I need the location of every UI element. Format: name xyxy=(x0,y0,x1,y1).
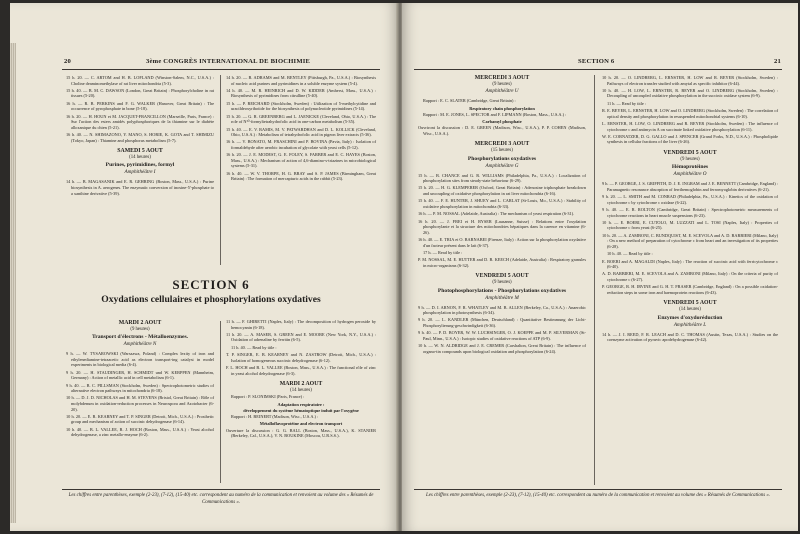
abstract-entry: R. E. BEYER, L. ERNSTER, H. LOW and O. LINDBERG (Stockholm, Sweden) : The correlation of optical density and phosphorylation in resuspended mitochondrial systems (6-10). xyxy=(602,108,778,119)
abstract-entry: 15 h. — P. REICHARD (Stockholm, Sweden) : Utilization of 5-methylcytidine and uracildeoxyribotide for the biosynthesis of polynucleotide pyrimidines (5-14). xyxy=(226,100,376,112)
session-time: (9 heures) xyxy=(492,280,512,286)
abstract-entry: 15 h. 20. — G. R. GREENBERG and L. JAENICKE (Cleveland, Ohio, U.S.A.) : The role of N¹⁰-formyltetrahydrofolic acid in one-carbon metabolism (5-35). xyxy=(226,113,376,125)
left-bottom-col2 xyxy=(226,319,376,441)
abstract-entry: 15 h. 20. — C. ARTOM and H. B. LOFLAND (Winston-Salem, N.C., U.S.A.) : Choline deaminomethylase of rat liver mitochondria (5-3). xyxy=(66,75,214,86)
abstract-entry: 9 h. — W. TYSAROWSKI (Warszawa, Poland) : Complex lexity of iron and ethylenediamine-tetraacetic acid as electron transport-ing catalyst in model experiments in biological media (6-4). xyxy=(66,351,214,368)
abstract-entry: 10 h. — D. J. D. NICHOLAS and H. M. STEVENS (Bristol, Great Britain) : Rôle of molybdenum in oxidation-reduction processes in Neurospora and Azotobacter (6-20). xyxy=(66,395,214,412)
rapport-line: Rapport : M. E. JONES, L. SPECTOR and F. LIPMANN (Boston, Mass., U.S.A.) : xyxy=(423,111,567,117)
session-date: MARDI 2 AOUT xyxy=(279,381,323,388)
abstract-entry: 16 h. 40. — E. TRIA et O. BARNABEI (Firenze, Italy) : Action sur la phosphorylation oxydative d'un facteur présent dans le lait (6-37). xyxy=(418,237,586,248)
abstract-entry: 9 h. 40. — B. C. PILLSMAN (Stockholm, Sweden) : Spectrophotometric studies of alternative electron pathways in mitochondria (6-18). xyxy=(66,382,214,394)
abstract-entry: 9 h. 40. — E. R. ROLTON (Cambridge, Great Britain) : Spectrophotometric measurements of cytochrome reactions in heart muscle suspensions (6-23). xyxy=(602,206,778,218)
session-date: VENDREDI 5 AOUT xyxy=(475,273,529,280)
abstract-entry: 15 h. — B. CHANCE and G. R. WILLIAMS (Philadelphia, Pa., U.S.A.) : Localization of phosphorylation sites from steady-state behaviour (6-29). xyxy=(418,172,586,184)
column-divider xyxy=(220,75,221,265)
session-room: Amphithéâtre N xyxy=(123,341,157,348)
rapport-line: Rapport : P. SLONIMSKI (Paris, France) : xyxy=(231,394,305,400)
abstract-entry: 16 h. 20. — H. HOUN et M. JACQUET-FRANCILLON (Marseille, Paris, France) : Sur l'action des esters amidés polyphosphoriques de la thiamine sur le diabète alloxanique du chien (5-21). xyxy=(66,113,214,130)
left-header-rule xyxy=(62,69,380,70)
abstract-entry: 16 h. — P. M. NOSSAL (Adelaide, Australia) : The mechanism of yeast respiration (6-31). xyxy=(418,211,575,217)
rapport-line: Rapport : H. BEINERT (Madison, Wisc., U.S.A.) : xyxy=(231,414,319,420)
rapport-subject: développement du système hématoptique induit par l'oxygène xyxy=(243,407,359,413)
abstract-entry: 14 h. 20. — B. ADRAMS and M. BENTLEY (Pittsburgh, Pa., U.S.A.) : Biosynthesis of nucleic acid purines and pyrimidines in a soluble enzyme system (5-4). xyxy=(226,75,376,86)
abstract-entry: 9 h. 20. — H. STAUDINGER, H. SCHMIDT und W. KERPPEN (Mannheim, Germany) : Action of metallic acid in cell metabolism (6-1). xyxy=(66,369,214,381)
session-room: Amphithéâtre I xyxy=(124,169,156,176)
right-col1 xyxy=(418,75,586,356)
discussion-line: Ouvriront la discussion : D. E. GREEN (Madison, Wisc., U.S.A.), P. P. COHEN (Madison, Wisc., U.S.A.). xyxy=(418,125,586,136)
session-time: (15 heures) xyxy=(491,148,513,154)
abstract-entry: 16 h. — R. B. PERKINS and F. G. WALKER (Hanover, Great Britain) : The occurrence of pyrophosphate in bone (5-18). xyxy=(66,100,214,112)
section-title: SECTION 6 xyxy=(172,277,250,292)
abstract-entry: 11 h. — F. GHIRETTI (Naples, Italy) : The decomposition of hydrogen peroxide by hemocyanin (6-18). xyxy=(226,319,376,330)
abstract-entry: T. P. SINGER, E. B. KEARNEY and N. ZASTROW (Detroit, Mich., U.S.A.) : Isolation of homogeneous succinic dehydrogenase (6-12). xyxy=(226,352,376,363)
right-footer-note: Les chiffres entre parenthèses, exemple (2-23), (7-12), (15-40) etc. correspondent au numéro de la communication et renvoient au volume des « Résumés de Communications ». xyxy=(425,493,771,498)
session-topic: Transport d'électrons - Métalloenzymes. xyxy=(91,334,189,341)
read-by-title: 11 h. 40. — Read by title : xyxy=(231,344,277,350)
abstract-entry: 16 h. 40. — W. V. THORPE, H. G. BRAY and S. P. JAMES (Birmingham, Great Britain) : The formation of mercapturic acids in the rabbit (5-23). xyxy=(226,170,376,182)
abstract-entry: 9 h. 40. — P. D. BOYER, W. W. LUCHSINGER, O. J. KOEPPE and M. P. SILVERMAN (St-Paul, Minn., U.S.A.) : Isotopic studies of oxidative reactions of ATP (6-9). xyxy=(418,330,586,341)
read-by-title: 11 h. — Read by title : xyxy=(607,100,647,106)
session-time: (14 heures) xyxy=(679,307,701,313)
rapport-line: Rapport : E. C. SLATER (Cambridge, Great Britain) : xyxy=(423,98,516,104)
session-room: Amphithéâtre G xyxy=(485,162,519,169)
read-by-title: 17 h. — Read by title : xyxy=(423,249,463,255)
session-date: MARDI 2 AOUT xyxy=(118,320,162,326)
session-topic: Enzymes d'oxydoréduction xyxy=(657,314,723,321)
right-running-head: SECTION 6 xyxy=(578,58,615,65)
abstract-entry: 15 h. 40. — F. E. HUNTER, J. SHUEY and L. CARLAT (St-Louis, Mo., U.S.A.) : Stability of oxidative phosphorylation in mitochondria (6-33). xyxy=(418,198,586,209)
session-room: Amphithéâtre O xyxy=(673,171,707,178)
session-time: (9 heures) xyxy=(130,327,150,332)
section-heading xyxy=(50,277,372,307)
read-by-title: 10 h. 40. — Read by title : xyxy=(607,251,653,257)
left-page-number: 20 xyxy=(64,58,71,65)
abstract-list xyxy=(66,75,214,143)
discussion-line: Ouverture la discussion : G. G. BALL (Boston, Mass., U.S.A.), K. STANIER (Berkeley, Cal., U.S.A.), V. N. BOUKINE (Moscou, U.R.S.S.). xyxy=(226,427,376,439)
left-running-head: 3ème CONGRÈS INTERNATIONAL DE BIOCHIMIE xyxy=(146,58,311,65)
session-time: (9 heures) xyxy=(492,82,512,87)
abstract-entry: 10 h. 20. — E. R. KEARNEY and T. P. SINGER (Detroit, Mich., U.S.A.) : Prosthetic group and mechanism of action of succinic dehydrogenase (6-14). xyxy=(66,413,214,425)
abstract-entry: 10 h. 20. — O. LINDBERG, L. ERNSTER, H. LOW and R. BEYER (Stockholm, Sweden) : Pathways of electron transfer studied with amytal as specific inhibitor (6-44). xyxy=(602,75,778,86)
section-subtitle: Oxydations cellulaires et phosphorylations oxydatives xyxy=(101,294,321,305)
book-spread xyxy=(10,3,798,531)
abstract-entry: E. BOERI and A. MAGALDI (Naples, Italy) : The reaction of succinic acid with ferricytochrome c (6-40). xyxy=(602,258,778,270)
session-topic: Photophosphorylations - Phosphorylations oxydatives xyxy=(437,287,567,294)
session-room: Amphithéâtre M xyxy=(485,294,519,301)
abstract-entry: L. ERNSTER, H. LOW, O. LINDBERG and R. BEYER (Stockholm, Sweden) : The influence of cytochrome c and antimycin A on succinate linked oxidative phosphorylation (6-11). xyxy=(602,121,778,132)
session-date: VENDREDI 5 AOUT xyxy=(663,150,717,156)
left-top-col1 xyxy=(66,75,214,198)
session-date: VENDREDI 5 AOUT xyxy=(663,300,717,307)
abstract-entry: 10 h. — W. N. ALDRIDGE and J. E. CREMER (Carshalton, Great Britain) : The influence of organo-tin compounds upon biological oxidation and phosphorylation (6-24). xyxy=(418,343,586,354)
session-date: MERCREDI 3 AOUT xyxy=(474,75,530,81)
abstract-entry: 16 h. 20. — J. E. MODEST, G. E. FOLEY, S. FARBER and E. C. HAYES (Boston, Mass., U.S.A.) : Mechanism of action of 4,6-diamino-s-triazines in microbiological systems (5-31). xyxy=(226,152,376,169)
rapport-subject: Métalloflavoprotéine and electron transport xyxy=(259,421,343,427)
abstract-entry: 10 h. 40. — H. LOW, L. ERNSTER, R. BEYER and O. LINDBERG (Stockholm, Sweden) : Decoupling of uncoupled oxidative phosphorylation in the succinic oxidase system (6-9). xyxy=(602,87,778,99)
abstract-entry: 9 h. 20. — L. SMITH and M. CONRAD (Philadelphia, Pa., U.S.A.) : Kinetics of the oxidation of cytochrome c by cytochrome c oxidase (6-22). xyxy=(602,194,778,205)
abstract-entry: W. E. CORNATZER, D. G. GALLO and J. SPENCER (Grand Forks, N.D., U.S.A.) : Phospholipide synthesis in cellular fractions of the liver (6-26). xyxy=(602,133,778,145)
right-header-rule xyxy=(414,69,782,70)
abstract-entry: P. GEORGE, R. H. IRVINE and G. H. T. FRASER (Cambridge, England) : On a possible oxidation-reduction steps in some iron and haemoprotein reactions (6-43). xyxy=(602,284,778,295)
abstract-entry: 9 h. — D. I. ARNON, F. R. WHATLEY and M. B. ALLEN (Berkeley, Ca., U.S.A.) : Anaerobic phosphorylation in photosynthesis (6-34). xyxy=(418,304,586,316)
session-room: Amphithéâtre L xyxy=(673,321,707,328)
abstract-entry: 16 h. 20. — J. FREI et H. RYSER (Lausanne, Suisse) : Relations entre l'oxydation phosphorylante et la structure des mitochondries hépatiques dans la carence en vitamine (6-26). xyxy=(418,218,586,235)
rapport-subject: Adaptation respiratoire : xyxy=(277,401,325,407)
right-col2 xyxy=(602,75,778,345)
rapport-subject: Carbamyl phosphate xyxy=(482,119,522,125)
abstract-entry: 9 h. — P. GEORGE, J. S. GRIFFITH, D. J. E. INGRAM and J. E. BENNETT (Cambridge, England) : Paramagnetic resonance absorption of ferrihemoglobin and ferromyoglobin derivatives (6-21). xyxy=(602,181,778,192)
right-page-number: 21 xyxy=(774,58,781,65)
session-time: (9 heures) xyxy=(680,157,700,162)
column-divider xyxy=(594,75,595,485)
session-time: (14 heures) xyxy=(290,388,312,394)
footer-rule xyxy=(414,489,782,490)
abstract-entry: 14 h. 40. — M. R. HEINRICH and D. W. KIDDER (Amherst, Mass., U.S.A.) : Biosynthesis of pyrimidines from citrulline (5-40). xyxy=(226,87,376,99)
abstract-entry: F. L. HOCH and B. L. VALLEE (Boston, Mass., U.S.A.) : The functional rôle of zinc in yeast alcohol dehydrogenase (6-3). xyxy=(226,365,376,376)
abstract-entry: 10 h. — E. BOERI, E. CUTOLO, M. LUZZATI and L. TOSI (Naples, Italy) : Properties of cytochrome c from yeast (6-25). xyxy=(602,219,778,231)
left-bottom-col1 xyxy=(66,315,214,440)
session-topic: Purines, pyrimidines, formyl xyxy=(105,162,175,169)
session-topic: Hémoprotéines xyxy=(671,164,709,171)
left-top-col2 xyxy=(226,75,376,184)
session-date: SAMEDI 5 AOUT xyxy=(117,148,163,155)
abstract-entry: 10 h. 40. — B. L. VALLEE, R. J. HOCH (Boston, Mass., U.S.A.) : Yeast alcohol dehydrogenase, a zinc metallo-enzyme (6-2). xyxy=(66,426,214,438)
left-footer-note: Les chiffres entre parenthèses, exemple (2-23), (7-12), (15-40) etc. correspondent au numéro de la communication et renvoient au volume des « Résumés de Communications ». xyxy=(68,493,374,505)
left-page xyxy=(10,3,398,531)
session-date: MERCREDI 3 AOUT xyxy=(474,141,530,148)
abstract-entry: 15 h. 20. — H. G. KLEMPERER (Oxford, Great Britain) : Adenosine triphosphate breakdown and uncoupling of oxidative phosphorylation in rat liver mitochondria (6-16). xyxy=(418,185,586,197)
abstract-entry: 16 h. 40. — N. SHIMAZONO, Y. MANO, S. HORIE, K. GOTA and T. SHIMIZU (Tokyo, Japan) : Thiamine and phosphorus metabolism (5-7). xyxy=(66,132,214,143)
abstract-entry: 16 h. — V. BONATO, M. FRASCHINI and P. BOVINA (Pavia, Italy) : Isolation of formaldehyde after aerobic incubation of glycolate with yeast cells (5-12). xyxy=(226,139,376,150)
session-room: Amphithéâtre U xyxy=(485,88,519,95)
abstract-entry: 14 h. — J. I. REED, F. R. LEACH and D. C. THOMAS (Austin, Texas, U.S.A.) : Studies on the coenzyme activation of pyruvic apodehydrogenase (6-42). xyxy=(602,331,778,343)
abstract-entry: P. M. NOSSAL, M. E. HUTTER and D. B. KEECH (Adelaide, Australia) : Respiratory granules in micro-organisms (6-32). xyxy=(418,257,586,268)
abstract-entry: 14 h. — B. MAGASANIK and E. R. GEHRING (Boston, Mass., U.S.A.) : Purine biosynthesis in A. aerogenes. The enzymatic conversion of inosine-5'-phosphate to a xanthine derivative (5-39). xyxy=(66,179,214,196)
abstract-entry: A. D. BARBIERI, M. E. SCEVOLA and A. ZAMBONI (Milano, Italy) : On the criteria of purity of cytochrome c (6-27). xyxy=(602,271,778,282)
footer-rule xyxy=(62,489,380,490)
abstract-entry: 15 h. 40. — E. V. RAMIS, M. V. PATWARDHAN and D. L. KOLLICK (Cleveland, Ohio, U.S.A.) : Metabolism of tetrahydrofolic acid in pigeon liver extracts (5-36). xyxy=(226,126,376,138)
abstract-entry: 10 h. 20. — A. ZAMBONI, C. BUNDQUIST, M. E. SCEVOLA and A. D. BARBIERI (Milano, Italy) : On a new method of preparation of cytochrome c from heart and an investigation of its properties (6-28). xyxy=(602,232,778,249)
column-divider xyxy=(220,321,221,483)
session-topic: Phosphorylations oxydatives xyxy=(467,155,537,162)
abstract-entry: 9 h. 20. — L. KANDLER (München, Deutschland) : Quantitative Bestimmung der Licht-Phosphorylierung-geschwindigkeit (6-36). xyxy=(418,317,586,329)
abstract-entry: 11 h. 20. — A. MASER, S. GREEN and E. MOORE (New York, N.Y., U.S.A.) : Oxidation of adrenaline by ferritin (6-5). xyxy=(226,331,376,343)
page-edge xyxy=(10,43,16,523)
right-page xyxy=(402,3,798,531)
abstract-entry: 15 h. 40. — B. M. C. DAWSON (London, Great Britain) : Phosphorylcholine in rat tissues (5-20). xyxy=(66,87,214,99)
rapport-subject: Respiratory chain phosphorylation xyxy=(469,105,535,111)
session-time: (14 heures) xyxy=(129,155,151,161)
